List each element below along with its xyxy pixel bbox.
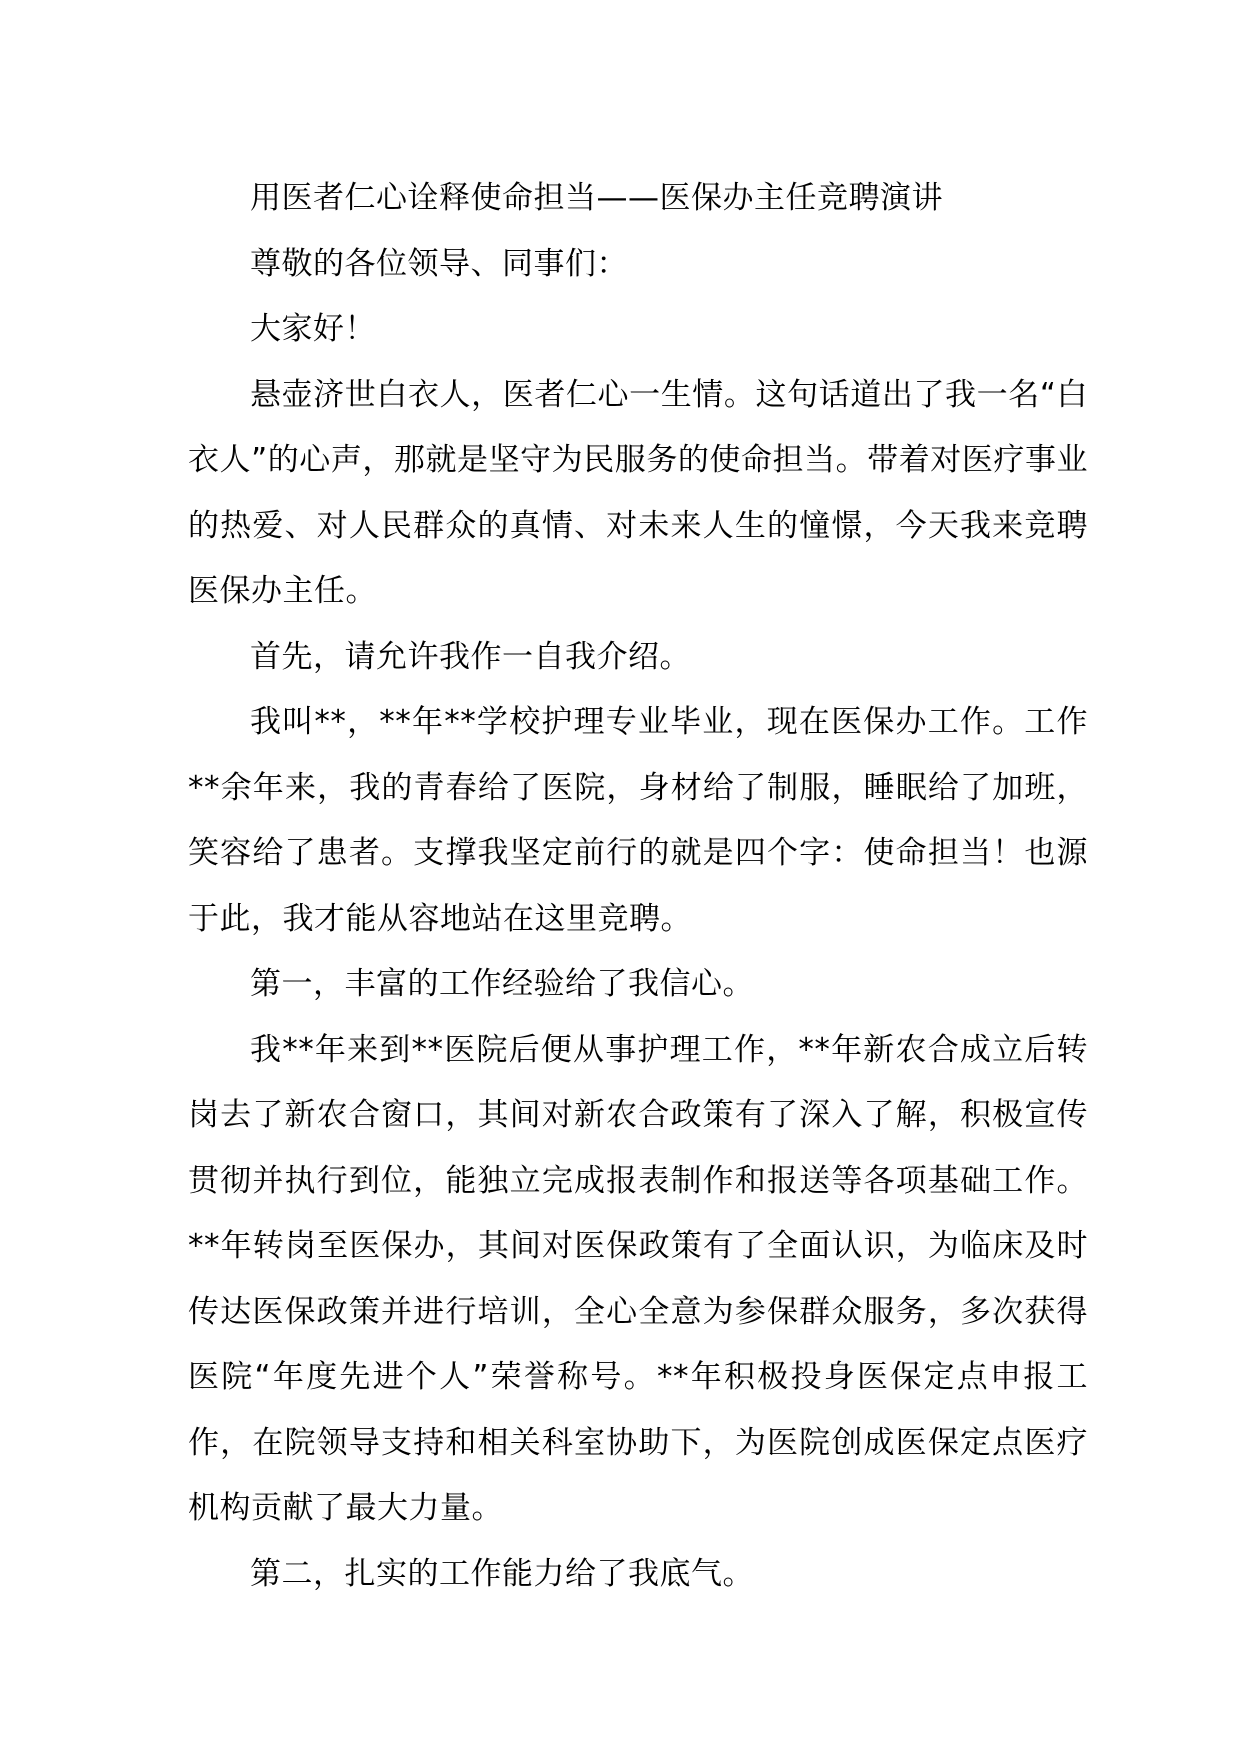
paragraph-section-two-heading: 第二，扎实的工作能力给了我底气。 xyxy=(250,1555,754,1592)
document-title: 用医者仁心诠释使命担当——医保办主任竞聘演讲 xyxy=(250,180,943,216)
paragraph-section-one-heading: 第一，丰富的工作经验给了我信心。 xyxy=(250,966,754,1002)
paragraph-self-intro: 我叫**，**年**学校护理专业毕业，现在医保办工作。工作**余年来，我的青春给了医院，身材给了制服，睡眠给了加班，笑容给了患者。支撑我坚定前行的就是四个字：使命担当！也源于此，我才能从容地站在这里竞聘。 xyxy=(188,704,1088,937)
document-page xyxy=(188,166,1088,1607)
paragraph-experience: 我**年来到**医院后便从事护理工作，**年新农合成立后转岗去了新农合窗口，其间对新农合政策有了深入了解，积极宣传贯彻并执行到位，能独立完成报表制作和报送等各项基础工作。**年转岗至医保办，其间对医保政策有了全面认识，为临床及时传达医保政策并进行培训，全心全意为参保群众服务，多次获得医院“年度先进个人”荣誉称号。**年积极投身医保定点申报工作，在院领导支持和相关科室协助下，为医院创成医保定点医疗机构贡献了最大力量。 xyxy=(188,1031,1088,1526)
greeting: 大家好！ xyxy=(250,311,376,347)
salutation: 尊敬的各位领导、同事们： xyxy=(250,245,628,282)
paragraph-intro: 悬壶济世白衣人，医者仁心一生情。这句话道出了我一名“白衣人”的心声，那就是坚守为民服务的使命担当。带着对医疗事业的热爱、对人民群众的真情、对未来人生的憧憬，今天我来竞聘医保办主任。 xyxy=(188,376,1088,609)
paragraph-self-intro-heading: 首先，请允许我作一自我介绍。 xyxy=(250,638,691,675)
